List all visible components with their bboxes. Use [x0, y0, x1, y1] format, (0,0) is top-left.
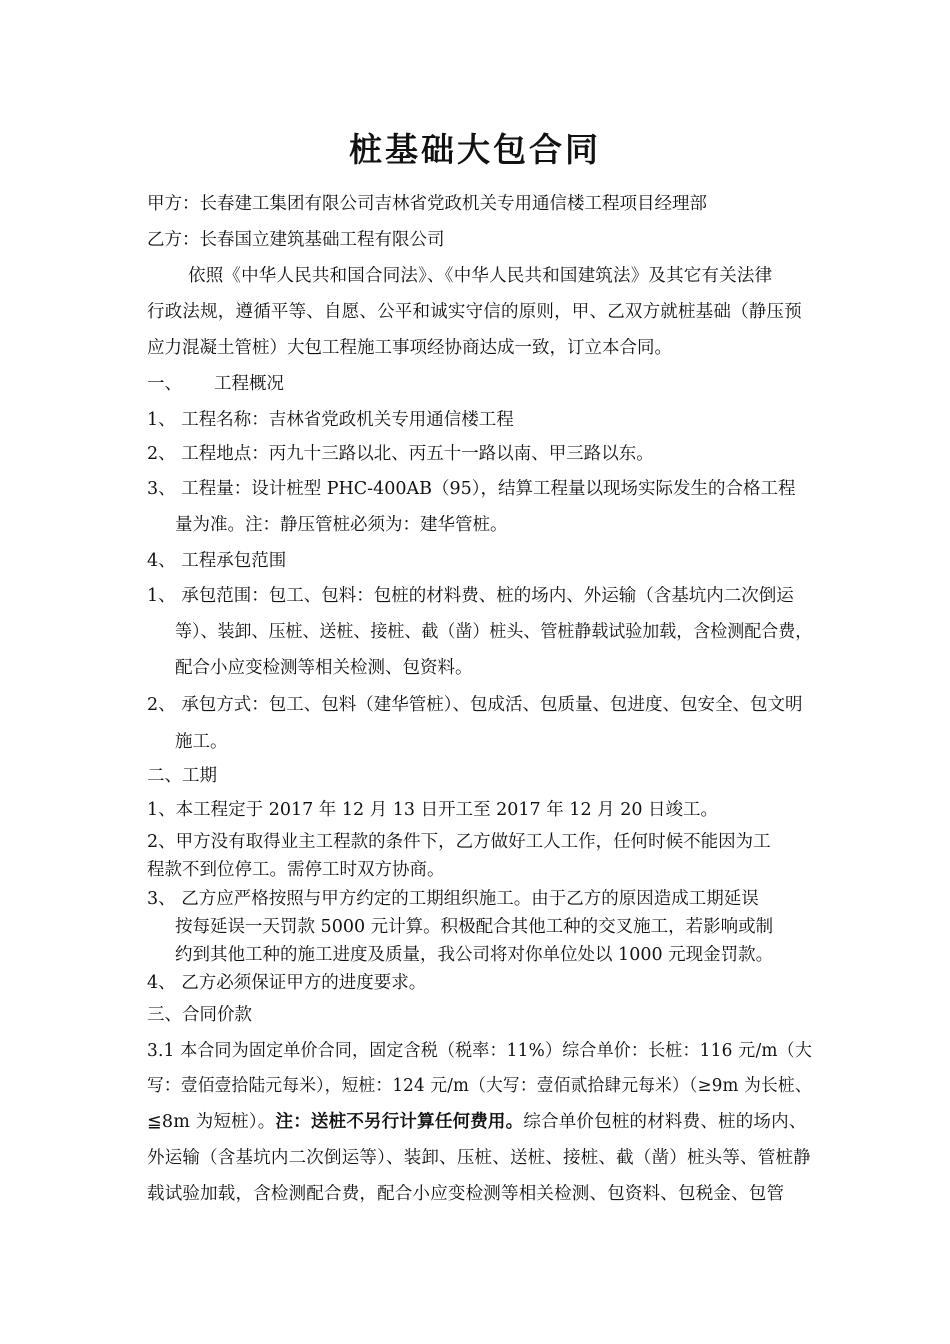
- section1-heading: 工程概况: [214, 374, 284, 394]
- schedule-item-3-line-2: 按每延误一天罚款 5000 元计算。积极配合其他工种的交叉施工，若影响或制: [175, 917, 774, 937]
- scope-1-line-3: 配合小应变检测等相关检测、包资料。: [175, 658, 473, 678]
- price-line-4: 外运输（含基坑内二次倒运等）、装卸、压桩、送桩、接桩、截（凿）桩头等、管桩静: [147, 1148, 811, 1168]
- price-line-3-post: 综合单价包桩的材料费、桩的场内、: [523, 1112, 807, 1132]
- price-line-3: [147, 1110, 807, 1134]
- schedule-item-1: 1、本工程定于 2017 年 12 月 13 日开工至 2017 年 12 月 20 日竣工。: [147, 800, 719, 820]
- scope-2-line-1: 2、 承包方式：包工、包料（建华管桩）、包成活、包质量、包进度、包安全、包文明: [147, 695, 803, 715]
- intro-line-2: 行政法规，遵循平等、自愿、公平和诚实守信的原则，甲、乙双方就桩基础（静压预: [147, 302, 802, 322]
- scope-2-line-2: 施工。: [175, 732, 228, 752]
- scope-1-line-2: 等）、装卸、压桩、送桩、接桩、截（凿）桩头、管桩静载试验加载，含检测配合费，: [175, 622, 813, 642]
- scope-1-line-1: 1、 承包范围：包工、包料：包桩的材料费、桩的场内、外运输（含基坑内二次倒运: [147, 586, 794, 606]
- schedule-item-2-line-2: 程款不到位停工。需停工时双方协商。: [147, 860, 445, 880]
- price-note-bold: 注：送桩不另行计算任何费用。: [275, 1112, 524, 1132]
- price-line-3-pre: ≦8m 为短桩）。: [147, 1112, 276, 1132]
- schedule-item-4: 4、 乙方必须保证甲方的进度要求。: [147, 973, 427, 993]
- project-location: 2、 工程地点：丙九十三路以北、丙五十一路以南、甲三路以东。: [147, 444, 654, 464]
- schedule-item-3-line-1: 3、 乙方应严格按照与甲方约定的工期组织施工。由于乙方的原因造成工期延误: [147, 889, 759, 909]
- project-name: 1、 工程名称：吉林省党政机关专用通信楼工程: [147, 410, 514, 430]
- schedule-item-3-line-3: 约到其他工种的施工进度及质量，我公司将对你单位处以 1000 元现金罚款。: [175, 945, 774, 965]
- section1-heading-num: 一、: [147, 374, 182, 394]
- price-line-1: 3.1 本合同为固定单价合同，固定含税（税率：11%）综合单价：长桩：116 元/m（大: [147, 1041, 813, 1061]
- scope-heading: 4、 工程承包范围: [147, 551, 287, 571]
- intro-line-1: 依照《中华人民共和国合同法》、《中华人民共和国建筑法》及其它有关法律: [188, 266, 773, 286]
- price-line-5: 载试验加载，含检测配合费，配合小应变检测等相关检测、包资料、包税金、包管: [147, 1184, 785, 1204]
- section3-heading: 三、合同价款: [147, 1005, 252, 1025]
- project-quantity-1: 3、 工程量：设计桩型 PHC-400AB（95），结算工程量以现场实际发生的合格工程: [147, 479, 796, 499]
- document-title: 桩基础大包合同: [349, 130, 601, 169]
- schedule-item-2-line-1: 2、甲方没有取得业主工程款的条件下，乙方做好工人工作，任何时候不能因为工: [147, 832, 771, 852]
- party-b: 乙方：长春国立建筑基础工程有限公司: [147, 230, 445, 250]
- section2-heading: 二、工期: [147, 766, 217, 786]
- price-line-2: 写：壹佰壹拾陆元每米），短桩：124 元/m（大写：壹佰贰拾肆元每米）（≥9m 为长桩、: [147, 1076, 812, 1096]
- intro-line-3: 应力混凝土管桩）大包工程施工事项经协商达成一致，订立本合同。: [147, 338, 672, 358]
- party-a: 甲方：长春建工集团有限公司吉林省党政机关专用通信楼工程项目经理部: [147, 194, 707, 214]
- project-quantity-2: 量为准。注：静压管桩必须为：建华管桩。: [175, 515, 508, 535]
